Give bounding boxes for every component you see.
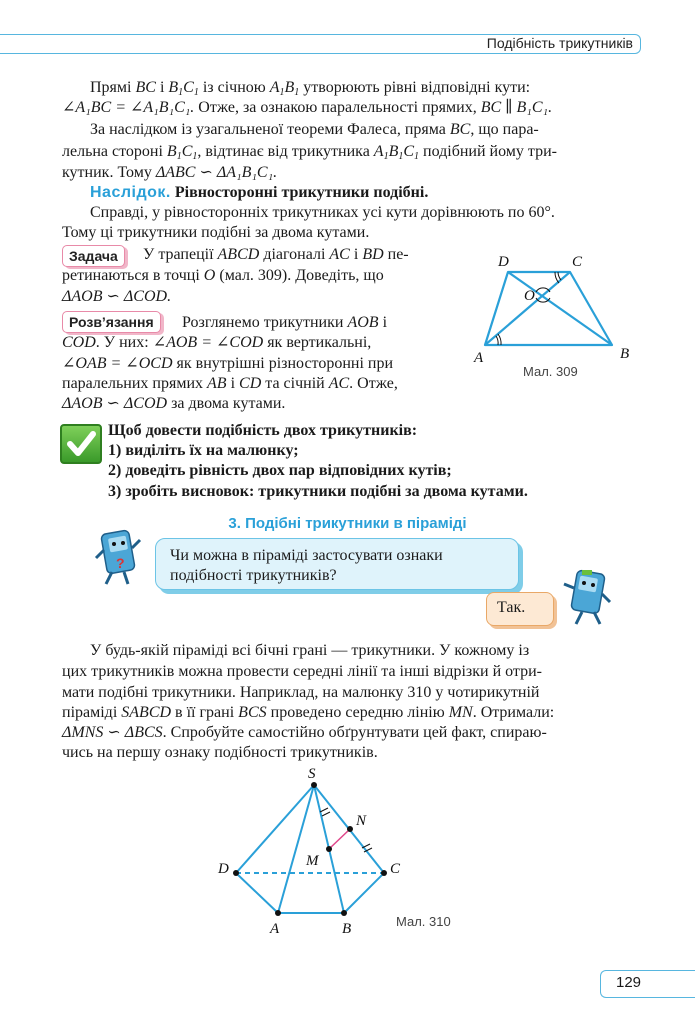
- checklist-item-3: 3) зробіть висновок: трикутники подібні за двома кутами.: [108, 483, 528, 500]
- fig310-label-a: A: [270, 921, 280, 937]
- paragraph-1: Прямі BC і $B_1C_1$ із січною $A_1B_1$ утворюють рівні відповідні кути:: [90, 79, 531, 98]
- checklist-title: Щоб довести подібність двох трикутників:: [108, 422, 418, 439]
- fig309-label-b: B: [620, 346, 630, 362]
- paragraph-4: У будь-якій піраміді всі бічні грані — трикутники. У кожному із: [90, 642, 530, 659]
- checkmark-icon: [60, 424, 102, 464]
- fig309-label-a: A: [474, 350, 484, 366]
- paragraph-4-line-2: цих трикутників можна провести середні лінії та інші відрізки й отри-: [62, 663, 542, 680]
- checklist-item-1: 1) виділіть їх на малюнку;: [108, 442, 299, 459]
- paragraph-2-line-2: лельна стороні $B_1C_1$, відтинає від трикутника $A_1B_1C_1$ подібний йому три-: [62, 143, 558, 162]
- fig310-label-b: B: [342, 921, 352, 937]
- question-line-1: Чи можна в піраміді застосувати ознаки: [170, 547, 443, 564]
- paragraph-2-line-3: кутник. Тому ΔABC ∽ ΔA₁B₁C₁.: [62, 164, 278, 181]
- character-question-icon: [94, 528, 146, 586]
- fig310-label-m: M: [306, 853, 319, 869]
- section-title: 3. Подібні трикутники в піраміді: [228, 515, 467, 532]
- paragraph-4-line-5: ΔMNS ∽ ΔBCS. Спробуйте самостійно обґрунтувати цей факт, спираю-: [62, 724, 547, 741]
- page-number: 129: [616, 974, 642, 991]
- solution-text-line-3: ∠OAB = ∠OCD як внутрішні різносторонні при: [62, 355, 394, 372]
- solution-text-line-5: ΔAOB ∽ ΔCOD за двома кутами.: [62, 395, 286, 412]
- question-line-2: подібності трикутників?: [170, 567, 337, 584]
- solution-text: Розглянемо трикутники AOB і: [182, 314, 388, 331]
- paragraph-2: За наслідком із узагальненої теореми Фалеса, пряма BC, що пара-: [90, 121, 539, 138]
- solution-text-line-4: паралельних прямих AB і CD та січній AC. Отже,: [62, 375, 398, 392]
- paragraph-4-line-3: мати подібні трикутники. Наприклад, на малюнку 310 у чотирикутній: [62, 684, 540, 701]
- task-text: У трапеції ABCD діагоналі AC і BD пе-: [143, 246, 409, 263]
- figure-309: [470, 250, 640, 380]
- trapezoid-abcd: [485, 272, 612, 345]
- answer-text: Так.: [497, 599, 526, 616]
- paragraph-3: Справді, у рівносторонніх трикутниках усі кути дорівнюють по 60°.: [90, 204, 555, 221]
- running-header: Подібність трикутників: [486, 35, 633, 51]
- paragraph-3-line-2: Тому ці трикутники подібні за двома кутами.: [62, 224, 370, 241]
- fig309-label-o: O: [524, 288, 535, 304]
- svg-text:?: ?: [116, 555, 125, 571]
- task-text-line-2: ретинаються в точці O (мал. 309). Доведіть, що: [62, 267, 384, 284]
- solution-text-line-2: COD. У них: ∠AOB = ∠COD як вертикальні,: [62, 334, 372, 351]
- paragraph-1-line-2: ∠A₁BC = ∠A₁B₁C₁. Отже, за ознакою паралельності прямих, BC ∥ B₁C₁.: [62, 99, 553, 116]
- task-label: Задача: [62, 245, 125, 267]
- diagonal-ac: [485, 272, 570, 345]
- fig310-label-n: N: [356, 813, 367, 829]
- fig309-label-c: C: [572, 254, 583, 270]
- diagonal-bd: [508, 272, 612, 345]
- fig309-label-d: D: [498, 254, 509, 270]
- checklist-item-2: 2) доведіть рівність двох пар відповідних кутів;: [108, 462, 452, 479]
- figure-310-caption: Мал. 310: [396, 914, 451, 929]
- solution-label: Розв’язання: [62, 311, 161, 333]
- paragraph-4-line-4: піраміді SABCD в її грані BCS проведено середню лінію MN. Отримали:: [62, 704, 555, 721]
- corollary: Наслідок. Рівносторонні трикутники подібні.: [90, 184, 429, 201]
- line-mn: [329, 829, 350, 849]
- fig310-label-d: D: [218, 861, 229, 877]
- page-number-box: [600, 970, 695, 998]
- task-text-line-3: ΔAOB ∽ ΔCOD.: [62, 288, 172, 305]
- figure-310: [210, 765, 420, 940]
- figure-309-caption: Мал. 309: [523, 364, 578, 379]
- fig310-label-s: S: [308, 766, 316, 782]
- paragraph-4-line-6: чись на першу ознаку подібності трикутників.: [62, 744, 378, 761]
- pyramid-base-front: [236, 873, 384, 913]
- fig310-label-c: C: [390, 861, 401, 877]
- character-answer-icon: [560, 568, 616, 626]
